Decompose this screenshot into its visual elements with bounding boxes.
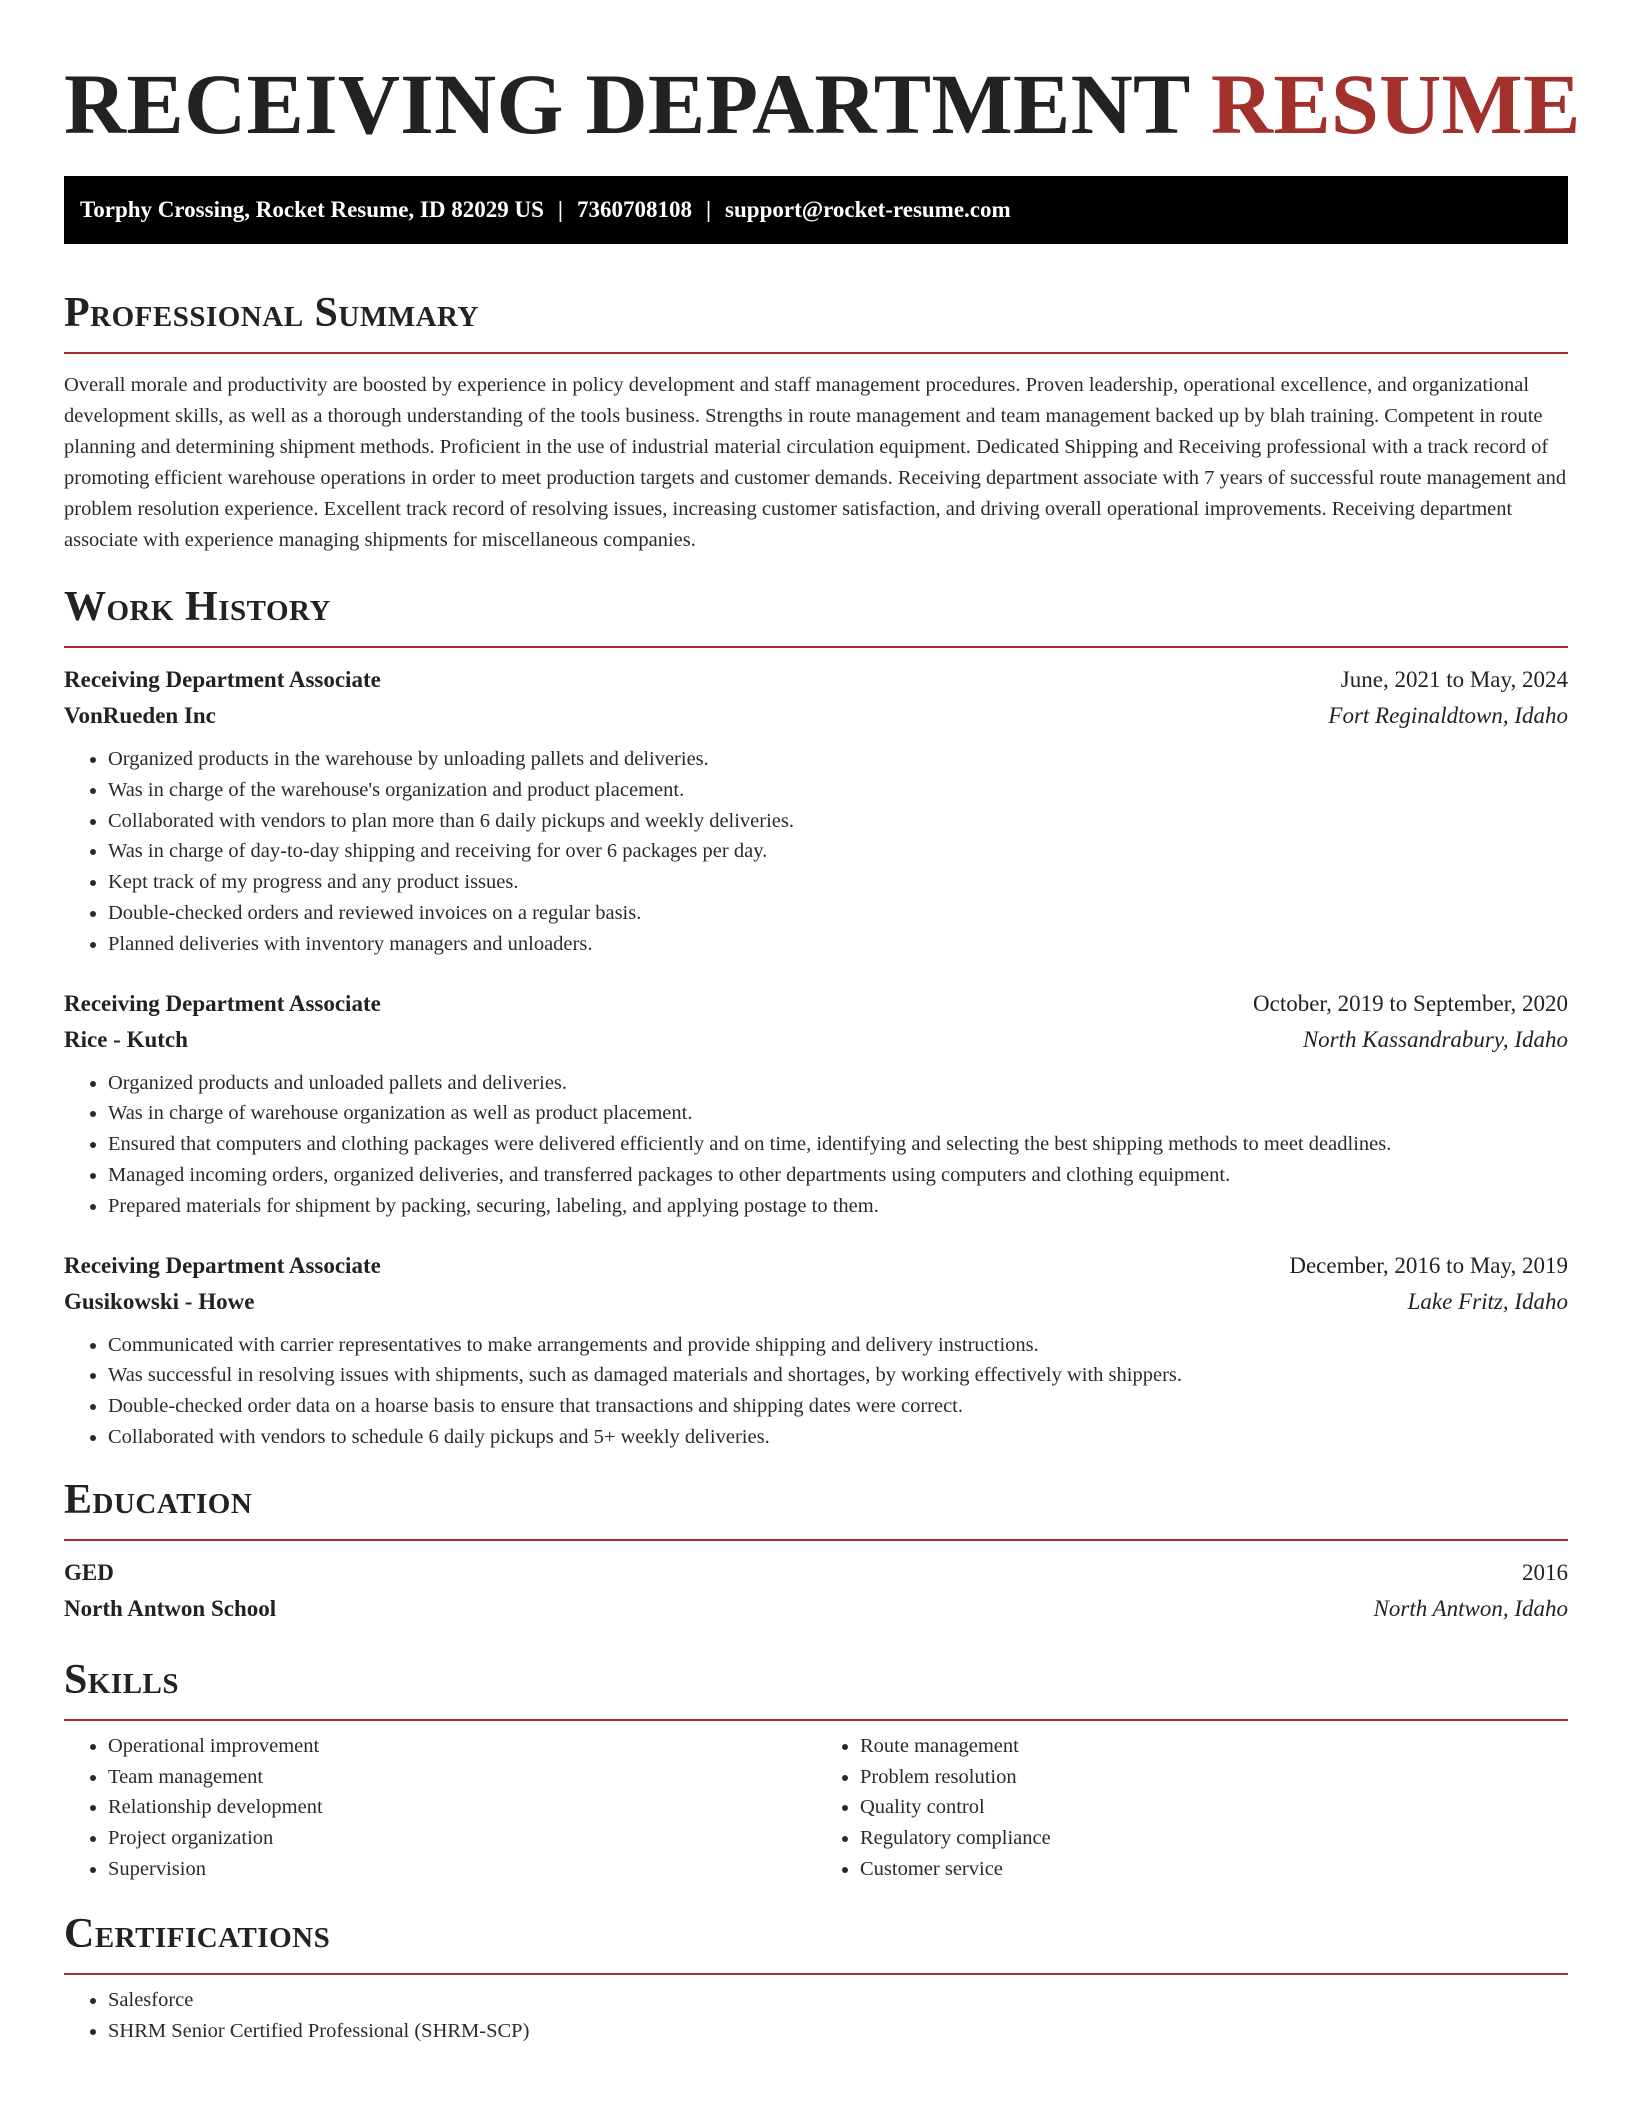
job-entry xyxy=(64,1248,1568,1453)
skills-list-left xyxy=(64,1731,816,1885)
job-bullet: • Was in charge of day-to-day shipping and receiving for over 6 packages per day. xyxy=(108,836,1568,867)
skill-item: • Quality control xyxy=(860,1792,1568,1823)
skill-item: • Team management xyxy=(108,1762,816,1793)
contact-email: support@rocket-resume.com xyxy=(725,197,1011,222)
skill-item: • Problem resolution xyxy=(860,1762,1568,1793)
job-header-row xyxy=(64,662,1568,698)
job-bullet: • Collaborated with vendors to plan more than 6 daily pickups and weekly deliveries. xyxy=(108,806,1568,837)
contact-separator: | xyxy=(705,197,712,222)
job-bullet: • Was successful in resolving issues with shipments, such as damaged materials and shortages, by working effectively with shippers. xyxy=(108,1360,1568,1391)
job-bullet: • Was in charge of warehouse organization as well as product placement. xyxy=(108,1098,1568,1129)
job-company: Gusikowski - Howe xyxy=(64,1288,255,1314)
skill-item: • Customer service xyxy=(860,1854,1568,1885)
job-entry xyxy=(64,662,1568,960)
education-header-row xyxy=(64,1555,1568,1591)
skills-grid xyxy=(64,1731,1568,1885)
job-header-row xyxy=(64,986,1568,1022)
resume-title-accent: RESUME xyxy=(1210,56,1581,152)
certification-item: • Salesforce xyxy=(108,1985,1568,2016)
job-position: Receiving Department Associate xyxy=(64,990,381,1016)
work-history-heading: Work History xyxy=(64,584,331,630)
skills-divider xyxy=(64,1719,1568,1721)
job-bullets xyxy=(64,1330,1568,1453)
job-dates: December, 2016 to May, 2019 xyxy=(1289,1252,1568,1278)
job-location: Fort Reginaldtown, Idaho xyxy=(1328,703,1568,728)
education-school-row xyxy=(64,1591,1568,1627)
certifications-section xyxy=(64,1909,1568,2047)
summary-text: Overall morale and productivity are boosted by experience in policy development and staff management procedures. Proven leadership, operational excellence, and organizational development skills, as well as a thorough understanding of the tools business. Strengths in route management and team management backed up by blah training. Competent in route planning and determining shipment methods. Proficient in the use of industrial material circulation equipment. Dedicated Shipping and Receiving professional with a track record of promoting efficient warehouse operations in order to meet production targets and customer demands. Receiving department associate with 7 years of successful route management and problem resolution experience. Excellent track record of resolving issues, increasing customer satisfaction, and driving overall operational improvements. Receiving department associate with experience managing shipments for miscellaneous companies. xyxy=(64,374,1567,551)
summary-section xyxy=(64,288,1568,556)
skill-item: • Regulatory compliance xyxy=(860,1823,1568,1854)
job-company-row xyxy=(64,1022,1568,1058)
job-bullet: • Double-checked orders and reviewed invoices on a regular basis. xyxy=(108,898,1568,929)
job-position: Receiving Department Associate xyxy=(64,1252,381,1278)
job-dates: June, 2021 to May, 2024 xyxy=(1340,667,1568,692)
skills-list-right xyxy=(816,1731,1568,1885)
job-company-row xyxy=(64,1284,1568,1320)
job-bullet: • Was in charge of the warehouse's organization and product placement. xyxy=(108,775,1568,806)
certification-item: • SHRM Senior Certified Professional (SHRM-SCP) xyxy=(108,2016,1568,2047)
certifications-heading: Certifications xyxy=(64,1910,331,1957)
contact-address: Torphy Crossing, Rocket Resume, ID 82029 US xyxy=(80,197,544,222)
education-heading: Education xyxy=(64,1476,253,1523)
resume-title xyxy=(64,0,1581,152)
job-bullet: • Double-checked order data on a hoarse basis to ensure that transactions and shipping dates were correct. xyxy=(108,1391,1568,1422)
job-dates: October, 2019 to September, 2020 xyxy=(1253,990,1568,1016)
skills-heading: Skills xyxy=(64,1656,180,1703)
job-bullet: • Organized products and unloaded pallets and deliveries. xyxy=(108,1068,1568,1099)
skill-item: • Operational improvement xyxy=(108,1731,816,1762)
job-bullets xyxy=(64,1068,1568,1222)
job-company: VonRueden Inc xyxy=(64,703,216,728)
job-bullet: • Kept track of my progress and any product issues. xyxy=(108,867,1568,898)
job-position: Receiving Department Associate xyxy=(64,667,381,692)
education-section xyxy=(64,1475,1568,1627)
skill-item: • Relationship development xyxy=(108,1792,816,1823)
contact-bar xyxy=(64,176,1568,244)
education-divider xyxy=(64,1539,1568,1541)
job-company: Rice - Kutch xyxy=(64,1026,188,1052)
summary-divider xyxy=(64,352,1568,354)
skill-item: • Project organization xyxy=(108,1823,816,1854)
job-entry xyxy=(64,986,1568,1222)
resume-title-main: RECEIVING DEPARTMENT xyxy=(64,56,1190,152)
job-bullet: • Communicated with carrier representatives to make arrangements and provide shipping and delivery instructions. xyxy=(108,1330,1568,1361)
job-bullets xyxy=(64,744,1568,960)
summary-heading: Professional Summary xyxy=(64,290,479,336)
job-bullet: • Collaborated with vendors to schedule 6 daily pickups and 5+ weekly deliveries. xyxy=(108,1422,1568,1453)
job-header-row xyxy=(64,1248,1568,1284)
job-location: Lake Fritz, Idaho xyxy=(1407,1288,1568,1314)
job-bullet: • Planned deliveries with inventory managers and unloaders. xyxy=(108,929,1568,960)
job-location: North Kassandrabury, Idaho xyxy=(1302,1026,1568,1052)
job-bullet: • Organized products in the warehouse by unloading pallets and deliveries. xyxy=(108,744,1568,775)
certifications-divider xyxy=(64,1973,1568,1975)
contact-phone: 7360708108 xyxy=(576,197,692,222)
job-bullet: • Prepared materials for shipment by packing, securing, labeling, and applying postage to them. xyxy=(108,1191,1568,1222)
skill-item: • Route management xyxy=(860,1731,1568,1762)
work-history-section xyxy=(64,582,1568,1453)
skills-section xyxy=(64,1655,1568,1885)
skill-item: • Supervision xyxy=(108,1854,816,1885)
work-history-divider xyxy=(64,646,1568,648)
education-location: North Antwon, Idaho xyxy=(1373,1595,1568,1621)
job-bullet: • Managed incoming orders, organized deliveries, and transferred packages to other departments using computers and clothing equipment. xyxy=(108,1160,1568,1191)
education-year: 2016 xyxy=(1522,1559,1568,1585)
education-school: North Antwon School xyxy=(64,1595,277,1621)
job-company-row xyxy=(64,698,1568,734)
education-entry xyxy=(64,1555,1568,1627)
certifications-list xyxy=(64,1985,1568,2047)
education-degree: GED xyxy=(64,1559,114,1585)
job-bullet: • Ensured that computers and clothing packages were delivered efficiently and on time, identifying and selecting the best shipping methods to meet deadlines. xyxy=(108,1129,1568,1160)
contact-separator: | xyxy=(557,197,563,222)
